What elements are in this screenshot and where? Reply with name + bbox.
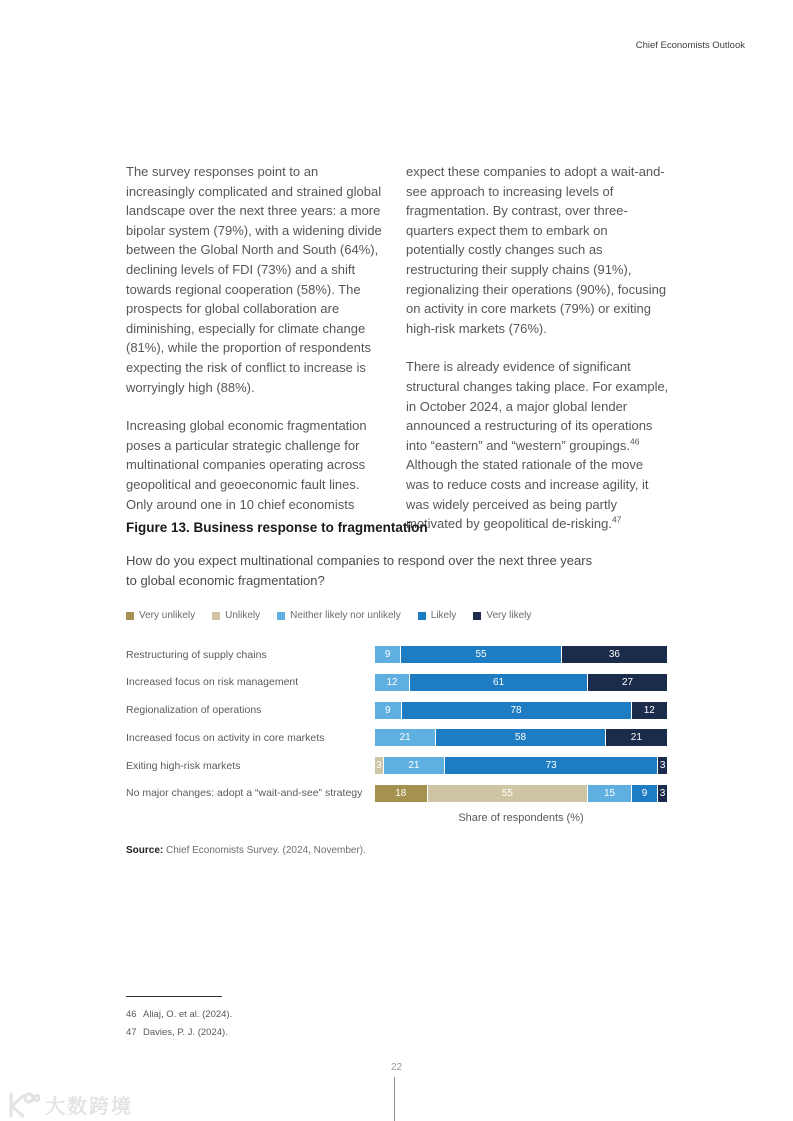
legend-swatch-neither-likely-nor-unlikely — [277, 612, 285, 620]
footnote-ref-46: 46 — [630, 436, 640, 447]
figure-13-chart — [126, 646, 667, 813]
chart-row — [126, 757, 667, 774]
legend-label: Very unlikely — [139, 610, 196, 621]
footnote-number: 46 — [126, 1009, 137, 1020]
legend-label: Very likely — [486, 610, 532, 621]
chart-legend — [126, 610, 531, 621]
legend-label: Likely — [430, 610, 457, 621]
chart-row — [126, 702, 667, 719]
legend-swatch-unlikely — [212, 612, 220, 620]
bar-value: 9 — [384, 704, 391, 716]
bar-segment-likely — [402, 702, 632, 719]
bar-value: 58 — [514, 732, 527, 744]
source-label: Source: — [126, 845, 164, 856]
bar-segment-very-likely — [562, 646, 667, 663]
footer-divider-line — [394, 1077, 395, 1121]
bar-value: 18 — [395, 787, 407, 799]
figure-subtitle-line2: to global economic fragmentation? — [126, 573, 325, 588]
bar-value: 3 — [659, 760, 666, 772]
footnote-46 — [126, 1006, 232, 1024]
bar-value: 9 — [641, 787, 648, 799]
bar-segment-very-likely — [606, 729, 667, 746]
bar-segment-neither-likely-nor-unlikely — [375, 646, 401, 663]
bar-value: 78 — [510, 704, 522, 716]
bar-segment-likely — [410, 674, 588, 691]
bar-segment-very-likely — [658, 757, 667, 774]
bar-value: 61 — [493, 676, 505, 688]
bar-segment-neither-likely-nor-unlikely — [588, 785, 632, 802]
chart-row — [126, 646, 667, 663]
chart-row — [126, 729, 667, 746]
bar-segment-likely — [401, 646, 562, 663]
legend-swatch-likely — [418, 612, 426, 620]
bar-segment-neither-likely-nor-unlikely — [384, 757, 445, 774]
source-line — [126, 845, 366, 856]
paragraph-text: There is already evidence of significant structural changes taking place. For example, in October 2024, a major global lender announced a restructuring of its operations into “eastern” and “western” groupings. — [406, 359, 669, 453]
stacked-bar — [375, 674, 667, 691]
left-column — [126, 162, 389, 534]
chart-row-label: No major changes: adopt a “wait-and-see” strategy — [126, 787, 363, 800]
body-paragraph: The survey responses point to an increasingly complicated and strained global landscape over the next three years: a more bipolar system (79%), with a widening divide between the Global North and South (64%), declining levels of FDI (73%) and a shift towards regional cooperation (58%). The prospects for global collaboration are diminishing, especially for climate change (81%), while the proportion of respondents expecting the risk of conflict to increase is worryingly high (88%). — [126, 164, 382, 395]
chart-row-label: Increased focus on risk management — [126, 676, 299, 689]
bar-value: 55 — [475, 649, 487, 660]
chart-row — [126, 785, 667, 802]
bar-segment-very-unlikely — [375, 785, 428, 802]
bar-value: 27 — [621, 676, 634, 688]
bar-value: 3 — [659, 787, 666, 799]
stacked-bar — [375, 757, 667, 774]
legend-swatch-very-unlikely — [126, 612, 134, 620]
bar-value: 12 — [386, 676, 398, 688]
legend-item-neither-likely-nor-unlikely — [277, 610, 401, 621]
stacked-bar — [375, 729, 667, 746]
stacked-bar — [375, 785, 667, 802]
figure-subtitle — [126, 551, 592, 591]
legend-swatch-very-likely — [473, 612, 481, 620]
bar-value: 9 — [384, 649, 391, 660]
bar-segment-very-likely — [632, 702, 667, 719]
stacked-bar — [375, 646, 667, 663]
footnote-number: 47 — [126, 1026, 137, 1038]
bar-segment-unlikely — [428, 785, 589, 802]
bar-segment-likely — [436, 729, 605, 746]
chart-row-label: Exiting high-risk markets — [126, 759, 241, 772]
page-header-title: Chief Economists Outlook — [635, 40, 745, 51]
bar-segment-likely — [445, 757, 658, 774]
bar-segment-neither-likely-nor-unlikely — [375, 729, 436, 746]
legend-item-likely — [418, 610, 457, 621]
bar-segment-neither-likely-nor-unlikely — [375, 674, 410, 691]
bar-value: 73 — [545, 760, 557, 772]
bar-value: 36 — [608, 649, 620, 660]
bar-value: 21 — [408, 760, 420, 772]
footnote-ref-47: 47 — [611, 514, 622, 525]
watermark-text: 大数跨境 — [45, 1096, 133, 1118]
legend-item-unlikely — [212, 610, 260, 621]
footnotes — [126, 1006, 232, 1041]
bar-segment-likely — [632, 785, 658, 802]
bar-value: 21 — [399, 732, 411, 744]
source-text: Chief Economists Survey. (2024, November). — [166, 845, 366, 856]
footnote-47 — [126, 1024, 232, 1042]
page-number: 22 — [390, 1062, 403, 1073]
chart-row-label: Regionalization of operations — [126, 704, 262, 717]
legend-item-very-unlikely — [126, 610, 195, 621]
chart-row-label: Restructuring of supply chains — [126, 648, 267, 661]
bar-segment-very-likely — [658, 785, 667, 802]
right-column — [406, 162, 669, 534]
bar-segment-unlikely — [375, 757, 384, 774]
bar-segment-very-likely — [588, 674, 667, 691]
paragraph-text: Although the stated rationale of the move was to reduce costs and increase agility, it was widely perceived as being partly motivated by geopolitical de-risking. — [406, 457, 649, 532]
footnote-divider — [126, 996, 222, 997]
bar-segment-neither-likely-nor-unlikely — [375, 702, 402, 719]
figure-subtitle-line1: How do you expect multinational companies to respond over the next three years — [126, 553, 593, 568]
footnote-text: Davies, P. J. (2024). — [143, 1026, 228, 1038]
chart-row-label: Increased focus on activity in core markets — [126, 731, 325, 744]
bar-value: 55 — [501, 787, 513, 799]
body-paragraph: Increasing global economic fragmentation poses a particular strategic challenge for multinational companies operating across geopolitical and geoeconomic fault lines. Only around one in 10 chief economists — [126, 418, 367, 512]
chart-row — [126, 674, 667, 691]
legend-label: Neither likely nor unlikely — [290, 610, 401, 621]
footnote-text: Aliaj, O. et al. (2024). — [143, 1009, 233, 1020]
legend-item-very-likely — [473, 610, 531, 621]
figure-title: Figure 13. Business response to fragmentation — [126, 520, 428, 535]
body-paragraph: expect these companies to adopt a wait-and-see approach to increasing levels of fragmentation. By contrast, over three-quarters expect them to embark on potentially costly changes such as restructuring their supply chains (91%), regionalizing their operations (90%), focusing on activity in core markets (79%) or exiting high-risk markets (76%). — [406, 164, 667, 336]
bar-value: 15 — [603, 787, 616, 799]
bar-value: 21 — [630, 732, 642, 744]
watermark-logo-icon — [6, 1091, 40, 1119]
stacked-bar — [375, 702, 667, 719]
bar-value: 12 — [643, 704, 655, 716]
watermark — [6, 1090, 133, 1119]
body-columns — [126, 162, 669, 534]
legend-label: Unlikely — [225, 610, 261, 621]
x-axis-label: Share of respondents (%) — [458, 812, 584, 824]
bar-value: 3 — [376, 760, 382, 772]
body-paragraph — [406, 357, 669, 533]
